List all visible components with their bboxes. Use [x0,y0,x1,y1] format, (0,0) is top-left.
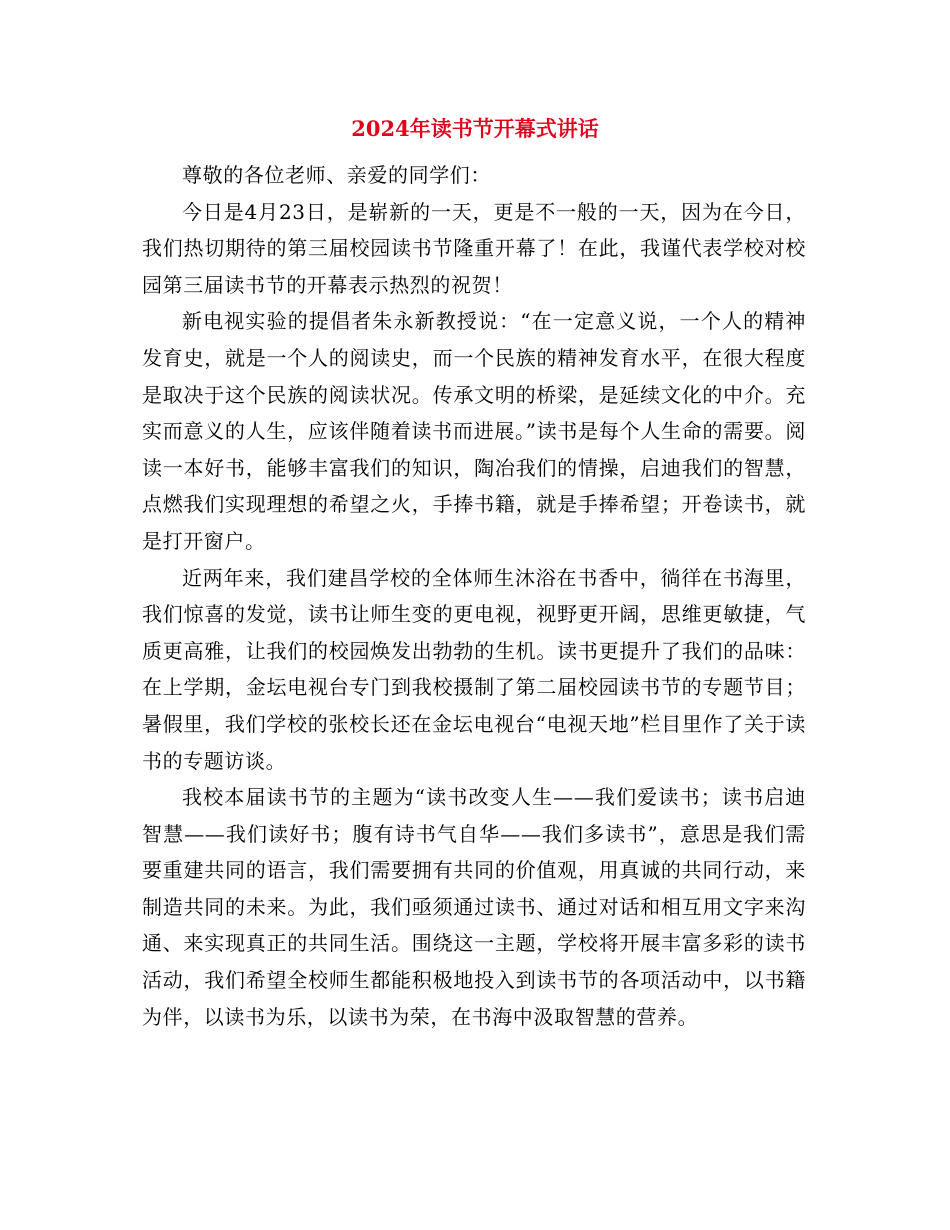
salutation-paragraph: 尊敬的各位老师、亲爱的同学们： [182,163,491,187]
opening-paragraph: 今日是4月23日，是崭新的一天，更是不一般的一天，因为在今日，我们热切期待的第三届校园读书节隆重开幕了！在此，我谨代表学校对校园第三届读书节的开幕表示热烈的祝贺！ [142,199,806,297]
theme-paragraph: 我校本届读书节的主题为“读书改变人生——我们爱读书；读书启迪智慧——我们读好书；腹有诗书气自华——我们多读书”，意思是我们需要重建共同的语言，我们需要拥有共同的价值观，用真诚的共同行动，来制造共同的未来。为此，我们亟须通过读书、通过对话和相互用文字来沟通、来实现真正的共同生活。围绕这一主题，学校将开展丰富多彩的读书活动，我们希望全校师生都能积极地投入到读书节的各项活动中，以书籍为伴，以读书为乐，以读书为荣，在书海中汲取智慧的营养。 [142,785,806,1029]
school-achievements-paragraph: 近两年来，我们建昌学校的全体师生沐浴在书香中，徜徉在书海里，我们惊喜的发觉，读书让师生变的更电视，视野更开阔，思维更敏捷，气质更高雅，让我们的校园焕发出勃勃的生机。读书更提升了我们的品味：在上学期，金坛电视台专门到我校摄制了第二届校园读书节的专题节目；暑假里，我们学校的张校长还在金坛电视台“电视天地”栏目里作了关于读书的专题访谈。 [142,565,806,773]
document-title: 2024年读书节开幕式讲话 [351,116,599,141]
document-body [142,157,806,1035]
quote-paragraph: 新电视实验的提倡者朱永新教授说：“在一定意义说，一个人的精神发育史，就是一个人的阅读史，而一个民族的精神发育水平，在很大程度是取决于这个民族的阅读状况。传承文明的桥梁，是延续文化的中介。充实而意义的人生，应该伴随着读书而进展。”读书是每个人生命的需要。阅读一本好书，能够丰富我们的知识，陶冶我们的情操，启迪我们的智慧，点燃我们实现理想的希望之火，手捧书籍，就是手捧希望；开卷读书，就是打开窗户。 [142,309,806,553]
